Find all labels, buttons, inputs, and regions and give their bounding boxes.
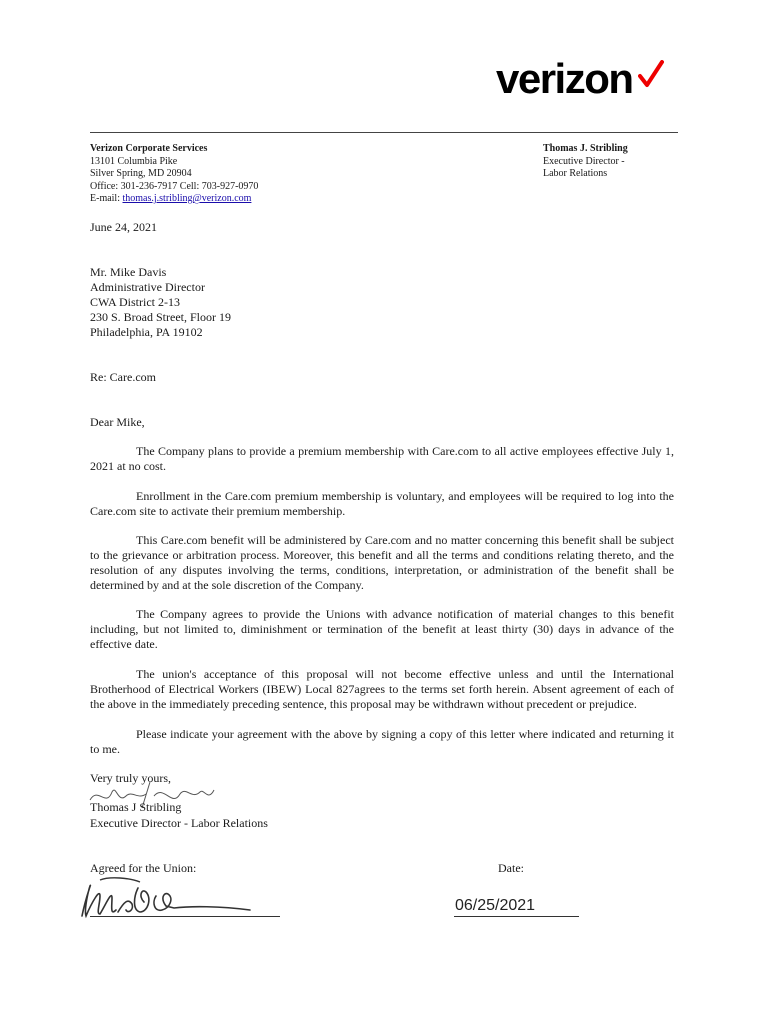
- sender-email-line: [90, 193, 390, 206]
- letter-date: June 24, 2021: [90, 220, 157, 234]
- agreed-for-union-label: Agreed for the Union:: [90, 861, 197, 875]
- sender-address-block: [90, 143, 390, 206]
- body-paragraph-5: The union's acceptance of this proposal will not become effective unless and until the International Brotherhood of Electrical Workers (IBEW) Local 827agrees to the terms set forth herein. Absent agreement of each of the above in the immediately preceding sentence, this proposal may be withdrawn without precedent or prejudice.: [90, 667, 674, 711]
- date-signature-line: [454, 916, 579, 917]
- closing-title: Executive Director - Labor Relations: [90, 816, 268, 830]
- union-signature-line: [90, 916, 280, 917]
- sender-email-link[interactable]: thomas.j.stribling@verizon.com: [122, 193, 252, 204]
- recipient-street: 230 S. Broad Street, Floor 19: [90, 310, 231, 324]
- closing-phrase: Very truly yours,: [90, 771, 171, 785]
- sender-street: 13101 Columbia Pike: [90, 155, 178, 167]
- sender-phone: Office: 301-236-7917 Cell: 703-927-0970: [90, 180, 259, 192]
- body-paragraph-3: This Care.com benefit will be administered by Care.com and no matter concerning this benefit shall be subject to the grievance or arbitration process. Moreover, this benefit and all the terms and conditions relating thereto, and the resolution of any disputes involving the terms, conditions, interpretation, or administration of the benefit shall be determined by and at the sole discretion of the Company.: [90, 533, 674, 592]
- salutation: Dear Mike,: [90, 415, 145, 429]
- email-label: E-mail:: [90, 193, 123, 204]
- recipient-city: Philadelphia, PA 19102: [90, 325, 203, 339]
- subject-line: Re: Care.com: [90, 370, 156, 384]
- signer-header-block: [543, 143, 683, 181]
- sender-city: Silver Spring, MD 20904: [90, 168, 192, 179]
- recipient-title: Administrative Director: [90, 280, 205, 294]
- verizon-checkmark-icon: [638, 60, 664, 88]
- recipient-address-block: [90, 265, 390, 340]
- header-divider: [90, 132, 678, 133]
- recipient-name: Mr. Mike Davis: [90, 265, 167, 279]
- signer-title-line2: Labor Relations: [543, 168, 608, 179]
- signed-date-value: 06/25/2021: [455, 897, 536, 914]
- verizon-logo: verizon: [496, 55, 633, 102]
- date-label: Date:: [498, 861, 524, 875]
- body-paragraph-4: The Company agrees to provide the Unions with advance notification of material changes to this benefit including, but not limited to, diminishment or termination of the benefit at least thirty (30) days in advance of the effective date.: [90, 607, 674, 651]
- body-paragraph-2: Enrollment in the Care.com premium membership is voluntary, and employees will be required to log into the Care.com site to activate their premium membership.: [90, 489, 674, 518]
- recipient-org: CWA District 2-13: [90, 295, 180, 309]
- closing-name: Thomas J Stribling: [90, 800, 182, 814]
- signer-title-line1: Executive Director -: [543, 155, 625, 167]
- signer-name: Thomas J. Stribling: [543, 143, 628, 154]
- sender-org: Verizon Corporate Services: [90, 143, 208, 154]
- body-paragraph-6: Please indicate your agreement with the above by signing a copy of this letter where indicated and returning it to me.: [90, 727, 674, 756]
- body-paragraph-1: The Company plans to provide a premium membership with Care.com to all active employees effective July 1, 2021 at no cost.: [90, 444, 674, 473]
